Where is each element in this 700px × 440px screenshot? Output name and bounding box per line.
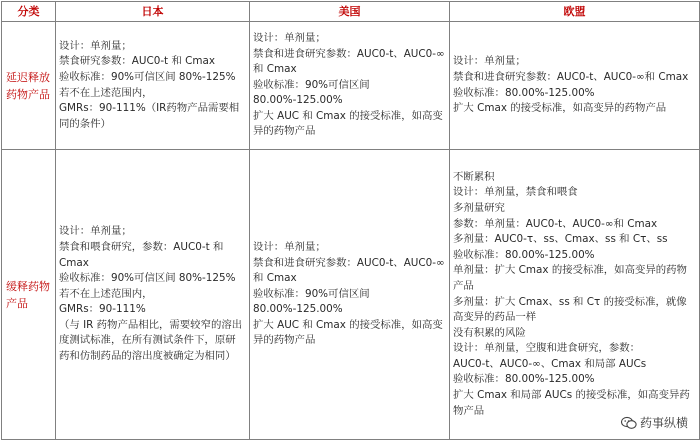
wechat-icon [621, 416, 637, 430]
cell-line: 禁食和进食研究参数：AUC0-t、AUC0-∞和 Cmax [253, 256, 445, 285]
cell-line: 设计：单剂量； [59, 39, 132, 52]
cell-line: 扩大 Cmax 和局部 AUCs 的接受标准，如高变异药物产品 [453, 389, 690, 417]
cell-line: 设计：单剂量，空腹和进食研究，参数： [453, 342, 641, 355]
japan-cell [56, 150, 250, 440]
cell-line: 扩大 AUC 和 Cmax 的接受标准，如高变异的药物产品 [253, 109, 443, 138]
cell-line: 禁食研究参数：AUC0-t 和 Cmax [59, 55, 216, 68]
usa-cell [250, 150, 450, 440]
header-eu: 欧盟 [450, 2, 700, 22]
cell-line: GMRs：90-111% [59, 303, 146, 316]
header-category: 分类 [2, 2, 56, 22]
table-row [2, 22, 700, 150]
cell-line: AUC0-t、AUC0-∞、Cmax 和局部 AUCs [453, 357, 647, 370]
header-usa: 美国 [250, 2, 450, 22]
japan-cell [56, 22, 250, 150]
cell-line: 参数：单剂量：AUC0-t、AUC0-∞和 Cmax [453, 217, 658, 230]
eu-cell [450, 22, 700, 150]
watermark-text: 药事纵横 [639, 416, 688, 430]
category-cell: 延迟释放药物产品 [2, 22, 56, 150]
category-cell: 缓释药物产品 [2, 150, 56, 440]
cell-line: 多剂量：扩大 Cmax、ss 和 Cτ 的接受标准，就像高变异的药品一样 [453, 295, 687, 324]
eu-cell [450, 150, 700, 440]
usa-cell [250, 22, 450, 150]
cell-line: 单剂量：扩大 Cmax 的接受标准，如高变异的药物产品 [453, 264, 687, 292]
cell-line: 扩大 AUC 和 Cmax 的接受标准，如高变异的药物产品 [253, 318, 443, 347]
cell-line: 验收标准：90%可信区间 80.00%-125.00% [253, 78, 370, 107]
cell-line: 设计：单剂量； [253, 240, 326, 253]
watermark [619, 414, 690, 431]
header-row [2, 2, 700, 22]
cell-line: 多剂量：AUC0-τ、ss、Cmax、ss 和 Cτ、ss [453, 233, 668, 246]
cell-line: 若不在上述范围内， [59, 86, 153, 99]
cell-line: 设计：单剂量； [253, 31, 326, 44]
cell-line: 禁食和喂食研究，参数：AUC0-t 和 Cmax [59, 240, 224, 269]
header-japan: 日本 [56, 2, 250, 22]
cell-line: 验收标准：80.00%-125.00% [453, 373, 595, 386]
cell-line: 禁食和进食研究参数：AUC0-t、AUC0-∞和 Cmax [453, 70, 689, 83]
table-row [2, 150, 700, 440]
cell-line: 设计：单剂量； [59, 225, 132, 238]
cell-line: GMRs：90-111%（IR药物产品需要相同的条件） [59, 102, 240, 130]
cell-line: 验收标准：90%可信区间 80%-125% [59, 272, 236, 285]
cell-line: 多剂量研究 [453, 201, 505, 214]
cell-line: 禁食和进食研究参数：AUC0-t、AUC0-∞和 Cmax [253, 47, 445, 76]
cell-line: 扩大 Cmax 的接受标准，如高变异的药物产品 [453, 102, 667, 115]
cell-line: 设计：单剂量； [453, 55, 526, 68]
cell-line: 没有积累的风险 [453, 326, 526, 339]
cell-line: 验收标准：90%可信区间 80.00%-125.00% [253, 287, 370, 316]
regulation-comparison-table [1, 1, 700, 440]
cell-line: 验收标准：90%可信区间 80%-125% [59, 70, 236, 83]
cell-line: 若不在上述范围内， [59, 287, 153, 300]
cell-line: 不断累积 [453, 170, 495, 183]
cell-line: 验收标准：80.00%-125.00% [453, 86, 595, 99]
cell-line: 设计：单剂量，禁食和喂食 [453, 186, 578, 199]
cell-line: （与 IR 药物产品相比，需要较窄的溶出度测试标准，在所有测试条件下，原研药和仿制药品的溶出度被确定为相同） [59, 318, 243, 363]
cell-line: 验收标准：80.00%-125.00% [453, 248, 595, 261]
